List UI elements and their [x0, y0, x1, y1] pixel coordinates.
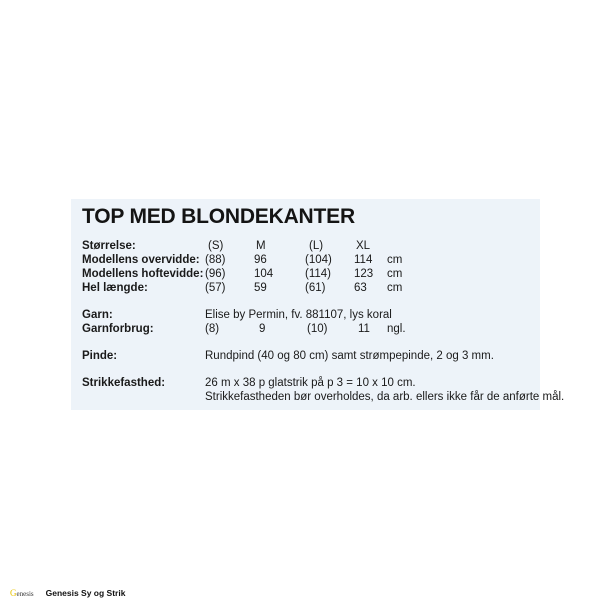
gauge-line2: Strikkefastheden bør overholdes, da arb. ellers ikke får de anførte mål.	[205, 391, 565, 403]
pattern-title: TOP MED BLONDEKANTER	[82, 205, 355, 228]
unit: cm	[387, 282, 403, 294]
value: 96	[254, 254, 267, 266]
measurement-label: Modellens overvidde:	[82, 254, 200, 266]
value: 9	[259, 323, 266, 335]
value: (96)	[205, 268, 226, 280]
value: (114)	[305, 268, 331, 280]
unit: ngl.	[387, 323, 406, 335]
size-xl: XL	[356, 240, 371, 252]
value: (104)	[305, 254, 332, 266]
value: (8)	[205, 323, 220, 335]
value: 63	[354, 282, 367, 294]
yarn-label: Garn:	[82, 309, 113, 321]
gauge-line1: 26 m x 38 p glatstrik på p 3 = 10 x 10 cm.	[205, 377, 416, 389]
measurement-label: Modellens hoftevidde:	[82, 268, 204, 280]
value: 104	[254, 268, 274, 280]
value: (88)	[205, 254, 226, 266]
value: 59	[254, 282, 267, 294]
needles-label: Pinde:	[82, 350, 118, 362]
unit: cm	[387, 254, 403, 266]
value: 11	[358, 323, 370, 335]
yarn-usage-label: Garnforbrug:	[82, 323, 154, 335]
size-l: (L)	[309, 240, 324, 252]
value: (10)	[307, 323, 328, 335]
unit: cm	[387, 268, 403, 280]
value: 114	[354, 254, 373, 266]
footer	[10, 586, 125, 600]
value: (61)	[305, 282, 326, 294]
size-m: M	[256, 240, 266, 252]
sizes-label: Størrelse:	[82, 240, 136, 252]
size-s: (S)	[208, 240, 224, 252]
genesis-logo-icon: Genesis	[10, 588, 34, 598]
gauge-label: Strikkefasthed:	[82, 377, 166, 389]
brand-name: Genesis Sy og Strik	[45, 588, 126, 598]
value: (57)	[205, 282, 226, 294]
yarn-value: Elise by Permin, fv. 881107, lys koral	[205, 309, 392, 321]
value: 123	[354, 268, 374, 280]
needles-value: Rundpind (40 og 80 cm) samt strømpepinde, 2 og 3 mm.	[205, 350, 494, 362]
measurement-label: Hel længde:	[82, 282, 148, 294]
